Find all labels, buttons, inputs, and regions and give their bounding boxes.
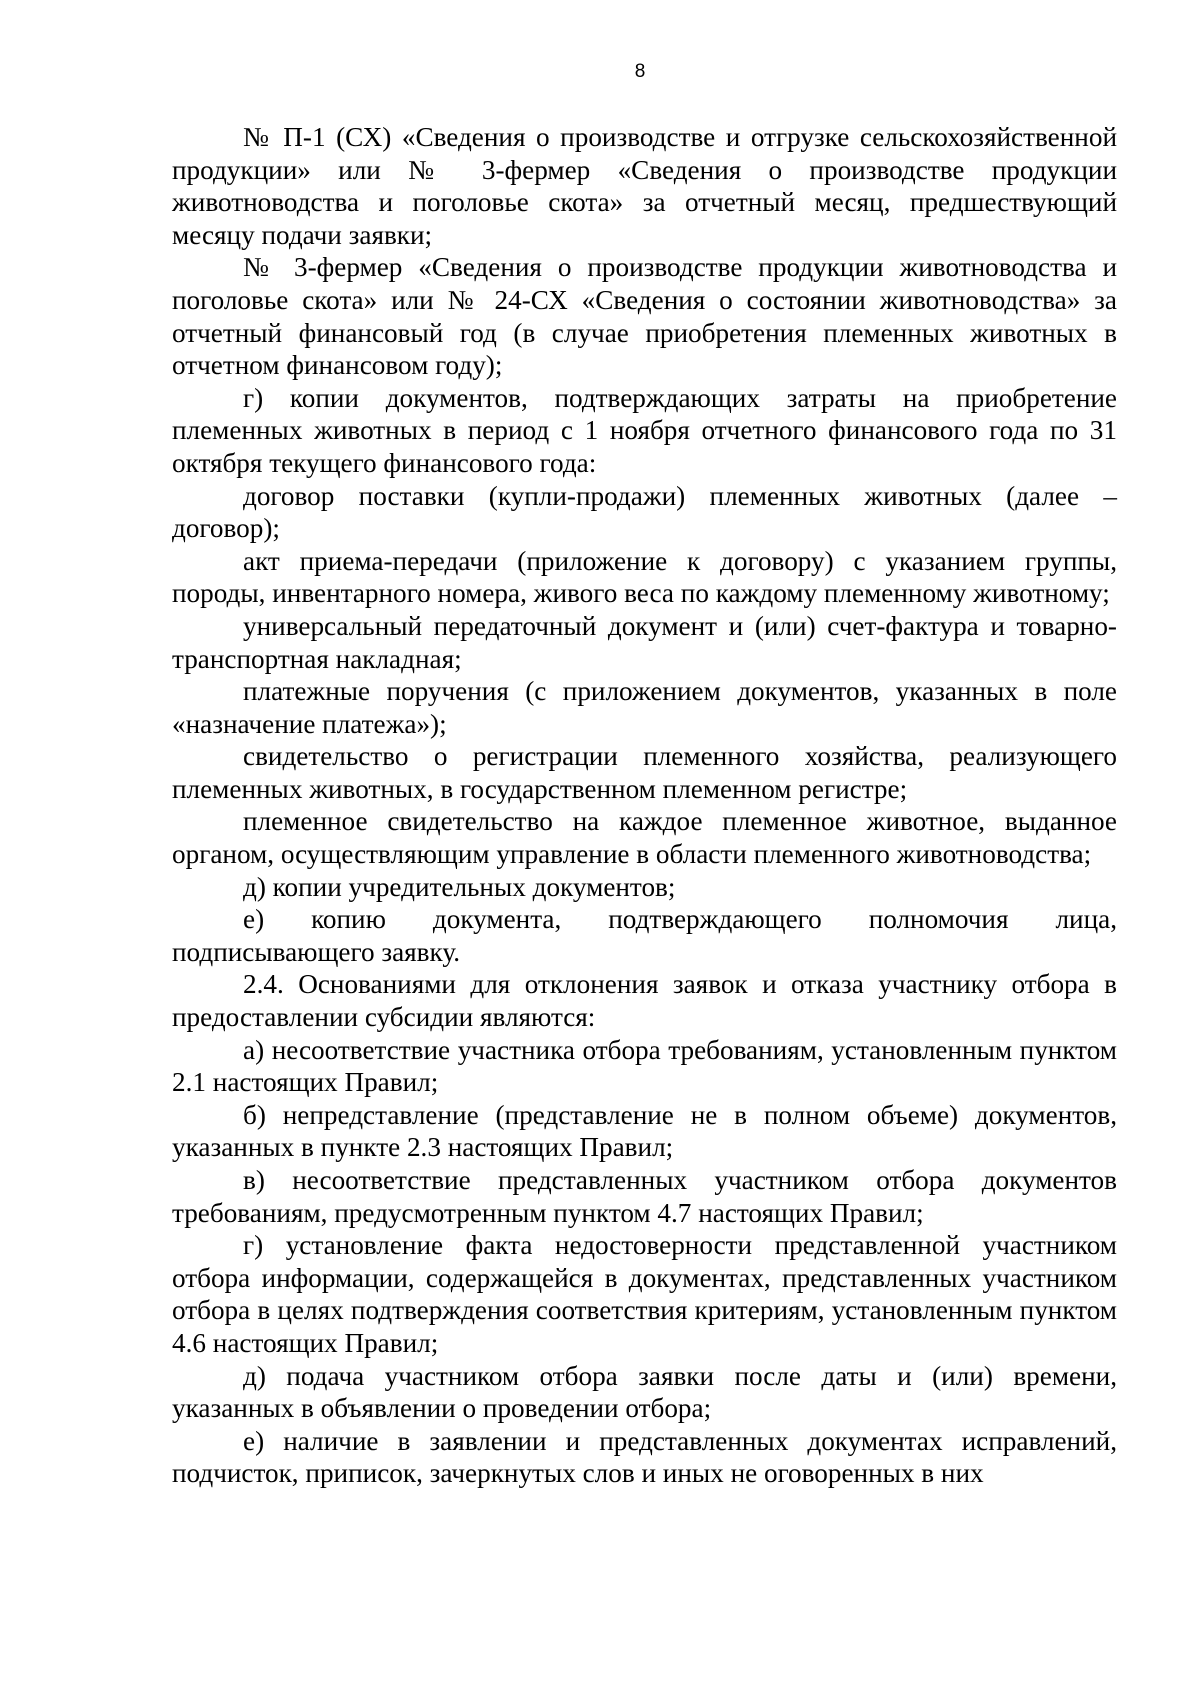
paragraph-breeding-certificate: племенное свидетельство на каждое племенное животное, выданное органом, осуществляющим управление в области племенного животноводства; [172, 806, 1117, 870]
paragraph-transfer-act: акт приема-передачи (приложение к договору) с указанием группы, породы, инвентарного номера, живого веса по каждому племенному животному; [172, 545, 1117, 609]
paragraph-reason-b: б) непредставление (представление не в полном объеме) документов, указанных в пункте 2.3 настоящих Правил; [172, 1099, 1117, 1163]
paragraph-reason-e: е) наличие в заявлении и представленных документах исправлений, подчисток, приписок, зачеркнутых слов и иных не оговоренных в них [172, 1425, 1117, 1489]
paragraph-reason-d: д) подача участником отбора заявки после даты и (или) времени, указанных в объявлении о проведении отбора; [172, 1360, 1117, 1424]
paragraph-reason-v: в) несоответствие представленных участником отбора документов требованиям, предусмотренным пунктом 4.7 настоящих Правил; [172, 1165, 1117, 1228]
paragraph-supply-contract: договор поставки (купли-продажи) племенных животных (далее – договор); [172, 480, 1117, 544]
paragraph-universal-transfer-doc: универсальный передаточный документ и (или) счет-фактура и товарно-транспортная накладная; [172, 610, 1117, 674]
paragraph-payment-orders: платежные поручения (с приложением документов, указанных в поле «назначение платежа»); [172, 676, 1117, 739]
paragraph-form-3-fermer: № 3-фермер «Сведения о производстве продукции животноводства и поголовье скота» или № 24-СХ «Сведения о состоянии животноводства» за отчетный финансовый год (в случае приобретения племенных животных в отчетном финансовом году); [172, 252, 1117, 381]
paragraph-item-g-expense-docs: г) копии документов, подтверждающих затраты на приобретение племенных животных в период с 1 ноября отчетного финансового года по 31 октября текущего финансового года: [172, 382, 1117, 478]
paragraph-item-e-authority-doc: е) копию документа, подтверждающего полномочия лица, подписывающего заявку. [172, 904, 1117, 967]
paragraph-reason-a: а) несоответствие участника отбора требованиям, установленным пунктом 2.1 настоящих Правил; [172, 1034, 1117, 1098]
document-body [172, 121, 1117, 1490]
paragraph-item-d-founding-docs: д) копии учредительных документов; [243, 871, 676, 902]
paragraph-section-2-4: 2.4. Основаниями для отклонения заявок и отказа участнику отбора в предоставлении субсидии являются: [172, 969, 1117, 1033]
paragraph-reason-g: г) установление факта недостоверности представленной участником отбора информации, содержащейся в документах, представленных участником отбора в целях подтверждения соответствия критериям, установленным пунктом 4.6 настоящих Правил; [172, 1230, 1117, 1358]
paragraph-breeding-farm-certificate: свидетельство о регистрации племенного хозяйства, реализующего племенных животных, в государственном племенном регистре; [172, 741, 1117, 804]
page-number: 8 [634, 61, 646, 82]
paragraph-form-p1: № П-1 (СХ) «Сведения о производстве и отгрузке сельскохозяйственной продукции» или № 3-фермер «Сведения о производстве продукции животноводства и поголовье скота» за отчетный месяц, предшествующий месяцу подачи заявки; [172, 122, 1117, 250]
